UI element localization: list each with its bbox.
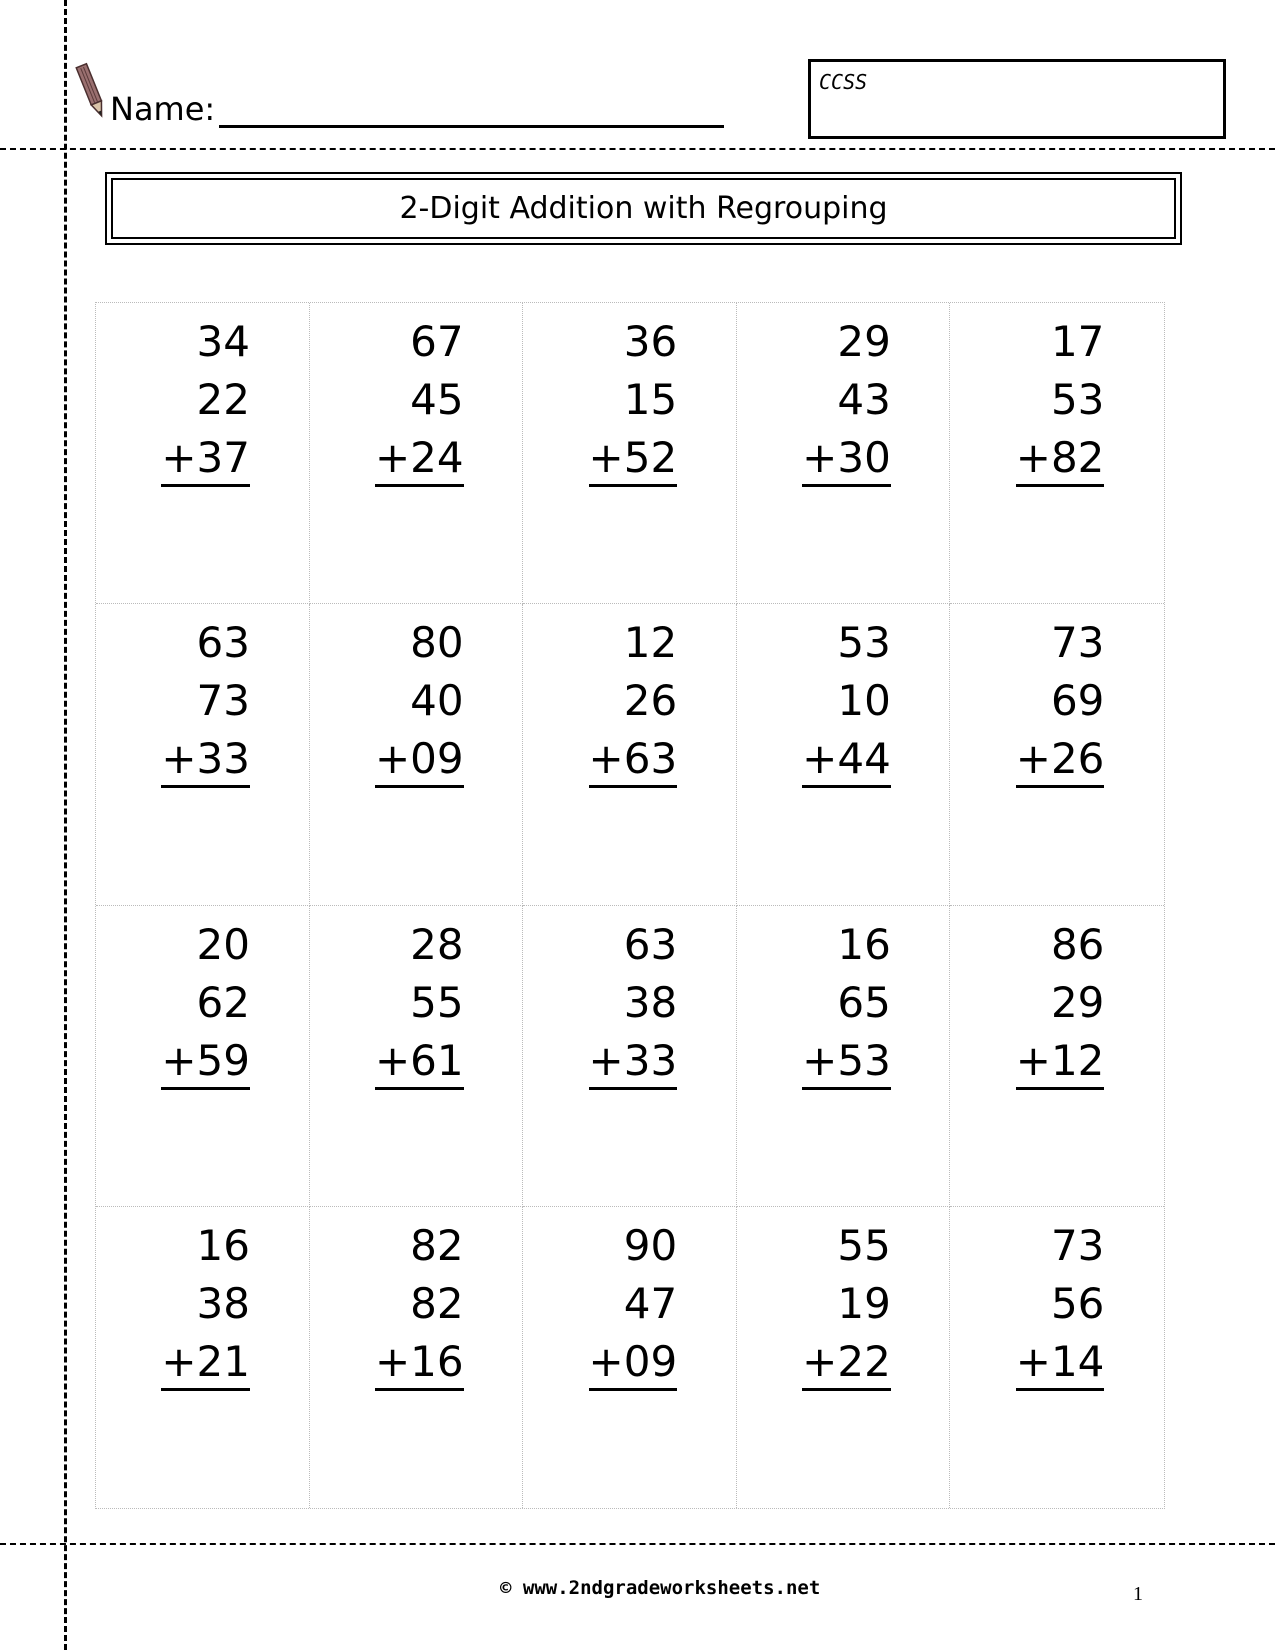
name-field — [110, 90, 724, 128]
addend: 69 — [1050, 676, 1105, 726]
addend-with-plus: +33 — [161, 733, 250, 788]
addend-with-plus: +09 — [375, 733, 464, 788]
addend: 73 — [196, 676, 250, 726]
addend: 80 — [410, 618, 464, 668]
left-dashed-margin-line — [64, 0, 67, 1650]
name-label: Name: — [110, 90, 216, 128]
addition-problem — [587, 916, 677, 1090]
addend-with-plus: +82 — [1016, 432, 1105, 487]
addend: 47 — [623, 1278, 678, 1328]
problem-cell — [950, 303, 1164, 604]
problem-cell — [523, 604, 737, 905]
addend-with-plus: +21 — [161, 1336, 250, 1391]
addition-problem — [374, 313, 464, 487]
addend: 26 — [623, 676, 678, 726]
problem-cell — [310, 906, 524, 1207]
addend: 12 — [623, 618, 678, 668]
ccss-label: CCSS — [819, 70, 868, 94]
addition-problem — [587, 313, 677, 487]
addition-problem — [374, 916, 464, 1090]
addend: 22 — [196, 375, 250, 424]
problem-cell — [523, 1207, 737, 1508]
addend: 55 — [410, 977, 464, 1027]
addend-with-plus: +53 — [802, 1035, 891, 1090]
addition-problem — [801, 614, 891, 788]
addend-with-plus: +52 — [589, 432, 678, 487]
addend: 56 — [1050, 1278, 1105, 1328]
addend: 40 — [410, 676, 464, 726]
addition-problem — [801, 1217, 891, 1391]
addend-with-plus: +16 — [375, 1336, 464, 1391]
addend: 29 — [1050, 977, 1105, 1027]
addition-problem — [587, 1217, 677, 1391]
problem-cell — [96, 1207, 310, 1508]
addend: 15 — [623, 375, 678, 424]
addend: 38 — [623, 977, 678, 1027]
problem-cell — [310, 1207, 524, 1508]
problem-cell — [96, 604, 310, 905]
addition-problem — [1014, 313, 1104, 487]
addend: 20 — [196, 919, 250, 969]
addition-problem — [160, 614, 250, 788]
bottom-dashed-cut-line — [0, 1543, 1275, 1545]
top-dashed-cut-line — [0, 148, 1275, 150]
addition-problem — [160, 916, 250, 1090]
addend: 43 — [837, 375, 891, 424]
addend: 55 — [837, 1220, 891, 1270]
addend: 36 — [623, 317, 678, 366]
addend: 10 — [837, 676, 891, 726]
addend-with-plus: +59 — [161, 1035, 250, 1090]
addend: 73 — [1050, 1220, 1105, 1270]
title-box — [105, 172, 1182, 245]
addend: 53 — [837, 618, 891, 668]
addition-problem — [374, 1217, 464, 1391]
addend: 82 — [410, 1278, 464, 1328]
addend-with-plus: +33 — [589, 1035, 678, 1090]
addend-with-plus: +22 — [802, 1336, 891, 1391]
addend-with-plus: +61 — [375, 1035, 464, 1090]
addend: 62 — [196, 977, 250, 1027]
addition-problem — [1014, 916, 1104, 1090]
addend-with-plus: +14 — [1016, 1336, 1105, 1391]
copyright-footer: © www.2ndgradeworksheets.net — [500, 1577, 821, 1599]
addend-with-plus: +63 — [589, 733, 678, 788]
addition-problem — [160, 313, 250, 487]
addend-with-plus: +12 — [1016, 1035, 1105, 1090]
problem-cell — [523, 303, 737, 604]
addend: 67 — [410, 317, 464, 366]
addend: 29 — [837, 317, 891, 366]
problem-cell — [737, 604, 951, 905]
addend: 63 — [623, 919, 678, 969]
addend: 82 — [410, 1220, 464, 1270]
addition-problem — [801, 313, 891, 487]
problem-cell — [950, 1207, 1164, 1508]
page-title: 2-Digit Addition with Regrouping — [111, 178, 1176, 239]
addend: 17 — [1050, 317, 1105, 366]
addend-with-plus: +09 — [589, 1336, 678, 1391]
addition-problem — [1014, 614, 1104, 788]
problem-cell — [737, 303, 951, 604]
addend: 45 — [410, 375, 464, 424]
addend: 65 — [837, 977, 891, 1027]
page-number: 1 — [1133, 1583, 1143, 1605]
addition-problem — [374, 614, 464, 788]
ccss-box — [808, 59, 1226, 139]
problem-cell — [96, 906, 310, 1207]
problem-cell — [310, 303, 524, 604]
addition-problem — [1014, 1217, 1104, 1391]
addend-with-plus: +24 — [375, 432, 464, 487]
problem-cell — [950, 604, 1164, 905]
addend: 86 — [1050, 919, 1105, 969]
addend: 16 — [837, 919, 891, 969]
addend: 90 — [623, 1220, 678, 1270]
addend: 63 — [196, 618, 250, 668]
addend: 73 — [1050, 618, 1105, 668]
addend-with-plus: +37 — [161, 432, 250, 487]
problem-cell — [950, 906, 1164, 1207]
name-write-line[interactable] — [219, 97, 724, 128]
addend: 19 — [837, 1278, 891, 1328]
addend: 38 — [196, 1278, 250, 1328]
problem-cell — [310, 604, 524, 905]
problem-grid — [95, 302, 1165, 1509]
addend-with-plus: +30 — [802, 432, 891, 487]
addition-problem — [160, 1217, 250, 1391]
problem-cell — [737, 1207, 951, 1508]
addition-problem — [801, 916, 891, 1090]
addend: 28 — [410, 919, 464, 969]
addend-with-plus: +44 — [802, 733, 891, 788]
addend: 16 — [196, 1220, 250, 1270]
addend-with-plus: +26 — [1016, 733, 1105, 788]
problem-cell — [737, 906, 951, 1207]
problem-cell — [96, 303, 310, 604]
addend: 53 — [1050, 375, 1105, 424]
addend: 34 — [196, 317, 250, 366]
addition-problem — [587, 614, 677, 788]
problem-cell — [523, 906, 737, 1207]
pencil-icon — [74, 60, 108, 122]
